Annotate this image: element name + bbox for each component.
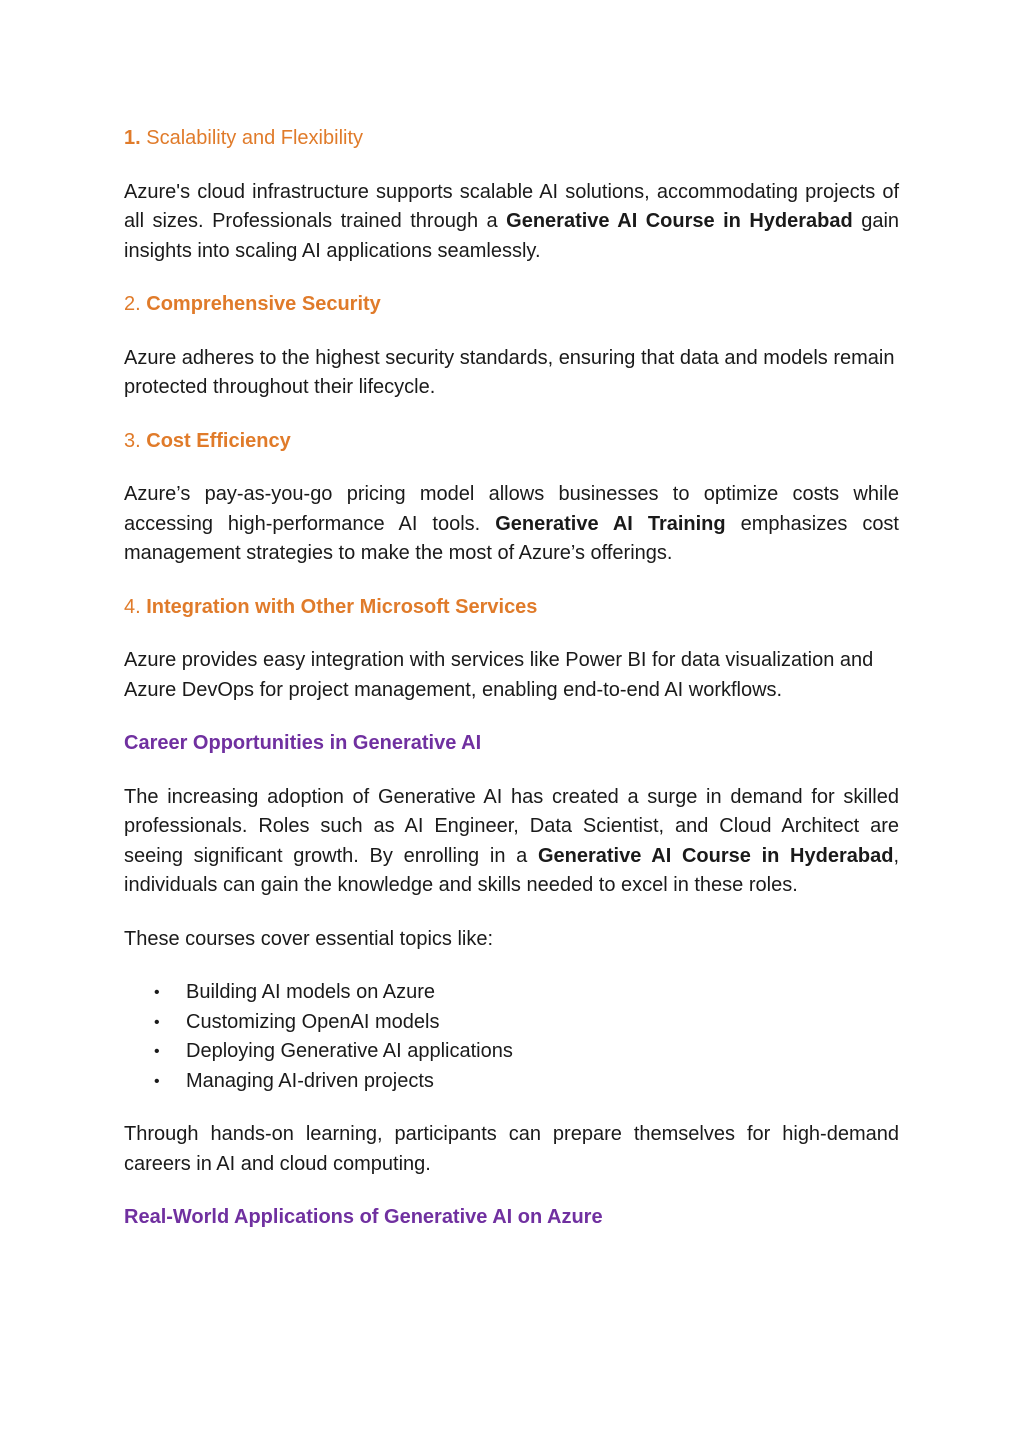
paragraph-text: Azure's cloud infrastructure supports scalable AI solutions, accommodating projects of all sizes. Professionals trained through a [124,180,899,232]
bold-phrase: Generative AI Course in Hyderabad [537,844,894,867]
document-page [124,124,899,1257]
paragraph-text: , individuals can gain the knowledge and skills needed to excel in these roles. [124,844,899,896]
section-heading-integration [124,593,899,623]
section-title: Comprehensive Security [146,293,381,315]
section-heading-cost [124,427,899,457]
paragraph-text: gain insights into scaling AI applications seamlessly. [124,210,900,262]
heading-career-opportunities: Career Opportunities in Generative AI [124,732,482,754]
paragraph-security: Azure adheres to the highest security standards, ensuring that data and models remain protected throughout their lifecycle. [124,346,895,398]
section-number: 4. [124,595,141,618]
paragraph-career [124,783,899,901]
bullet-icon: • [154,1013,160,1031]
list-item [154,1067,899,1097]
heading-real-world-applications: Real-World Applications of Generative AI on Azure [124,1206,603,1228]
list-item [154,978,899,1008]
list-item-text: Building AI models on Azure [186,981,436,1003]
section-title: Scalability and Flexibility [146,127,364,149]
bold-phrase: Generative AI Course in Hyderabad [506,210,853,232]
paragraph-text: emphasizes cost management strategies to make the most of Azure’s offerings. [124,512,899,564]
paragraph-text: The increasing adoption of Generative AI has created a surge in demand for skilled professionals. Roles such as AI Engineer, Data Scientist, and Cloud Architect are seeing significant growth. By enrolling in a [124,785,899,867]
bold-phrase: Generative AI Training [495,512,726,535]
list-item-text: Deploying Generative AI applications [186,1040,513,1062]
section-heading-scalability [124,124,899,154]
bullet-icon: • [154,1072,160,1090]
paragraph-scalability [124,178,899,267]
paragraph-closing: Through hands-on learning, participants can prepare themselves for high-demand careers in AI and cloud computing. [124,1123,899,1175]
list-item [154,1008,899,1038]
section-number: 3. [124,429,141,452]
bullet-icon: • [154,984,160,1001]
list-item-text: Customizing OpenAI models [186,1010,440,1033]
paragraph-text: Azure’s pay-as-you-go pricing model allows businesses to optimize costs while accessing high-performance AI tools. [124,483,899,535]
paragraph-cost [124,480,899,569]
paragraph-topics-intro: These courses cover essential topics like: [124,927,494,950]
topics-list [124,978,899,1096]
list-item [154,1037,899,1067]
list-item-text: Managing AI-driven projects [186,1069,434,1092]
section-number: 2. [124,293,141,315]
section-heading-security [124,290,899,320]
paragraph-integration: Azure provides easy integration with services like Power BI for data visualization and Azure DevOps for project management, enabling end-to-end AI workflows. [124,649,874,701]
section-number: 1. [124,127,141,149]
section-title: Cost Efficiency [146,429,291,452]
section-title: Integration with Other Microsoft Services [146,595,538,618]
bullet-icon: • [154,1043,160,1060]
